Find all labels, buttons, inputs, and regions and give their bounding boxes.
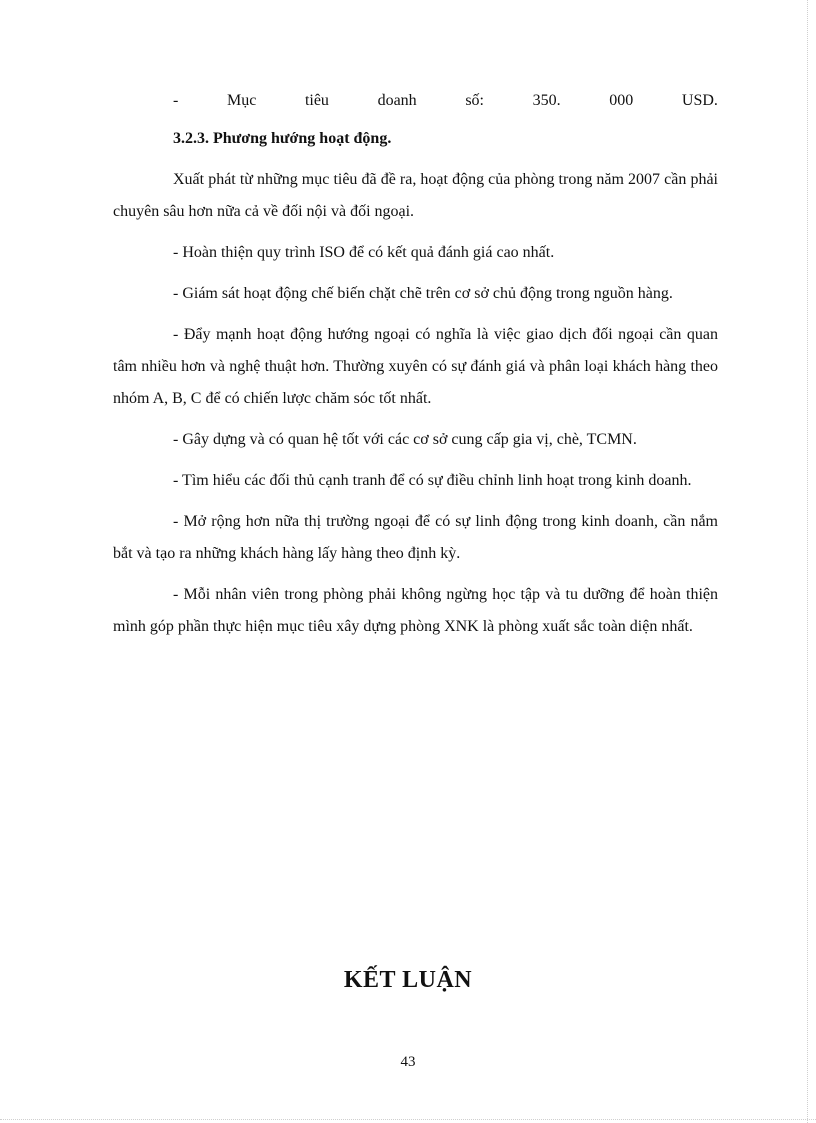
section-heading: 3.2.3. Phương hướng hoạt động. [173,130,392,147]
bullet-paragraph: - Gây dựng và có quan hệ tốt với các cơ sở cung cấp gia vị, chè, TCMN. [173,431,637,448]
intro-paragraph: Xuất phát từ những mục tiêu đã đề ra, hoạt động của phòng trong năm 2007 cần phải chuyên sâu hơn nữa cả về đối nội và đối ngoại. [113,171,718,220]
sales-target-word: USD. [681,92,718,109]
bullet-paragraph: - Tìm hiểu các đối thủ cạnh tranh để có sự điều chỉnh linh hoạt trong kinh doanh. [173,472,692,489]
page-border-right [807,0,808,1123]
sales-target-line [113,86,718,116]
bullet-paragraph: - Mỗi nhân viên trong phòng phải không ngừng học tập và tu dưỡng để hoàn thiện mình góp phần thực hiện mục tiêu xây dựng phòng XNK là phòng xuất sắc toàn diện nhất. [113,586,718,635]
sales-target-word: - [173,92,179,109]
page-border-bottom [0,1119,816,1120]
sales-target-word: số: [465,92,484,109]
sales-target-word: tiêu [304,92,329,109]
sales-target-word: doanh [377,92,417,109]
bullet-paragraph: - Đẩy mạnh hoạt động hướng ngoại có nghĩa là việc giao dịch đối ngoại cần quan tâm nhiều hơn và nghệ thuật hơn. Thường xuyên có sự đánh giá và phân loại khách hàng theo nhóm A, B, C để có chiến lược chăm sóc tốt nhất. [113,326,718,407]
conclusion-title: KẾT LUẬN [343,967,473,993]
page-number: 43 [400,1054,416,1070]
bullet-paragraph: - Giám sát hoạt động chế biến chặt chẽ trên cơ sở chủ động trong nguồn hàng. [173,285,673,302]
sales-target-word: 000 [609,92,634,109]
sales-target-word: Mục [226,92,257,109]
sales-target-word: 350. [532,92,561,109]
bullet-paragraph: - Hoàn thiện quy trình ISO để có kết quả đánh giá cao nhất. [173,244,555,261]
bullet-paragraph: - Mở rộng hơn nữa thị trường ngoại để có sự linh động trong kinh doanh, cần nắm bắt và tạo ra những khách hàng lấy hàng theo định kỳ. [113,513,718,562]
page-body [113,86,718,643]
